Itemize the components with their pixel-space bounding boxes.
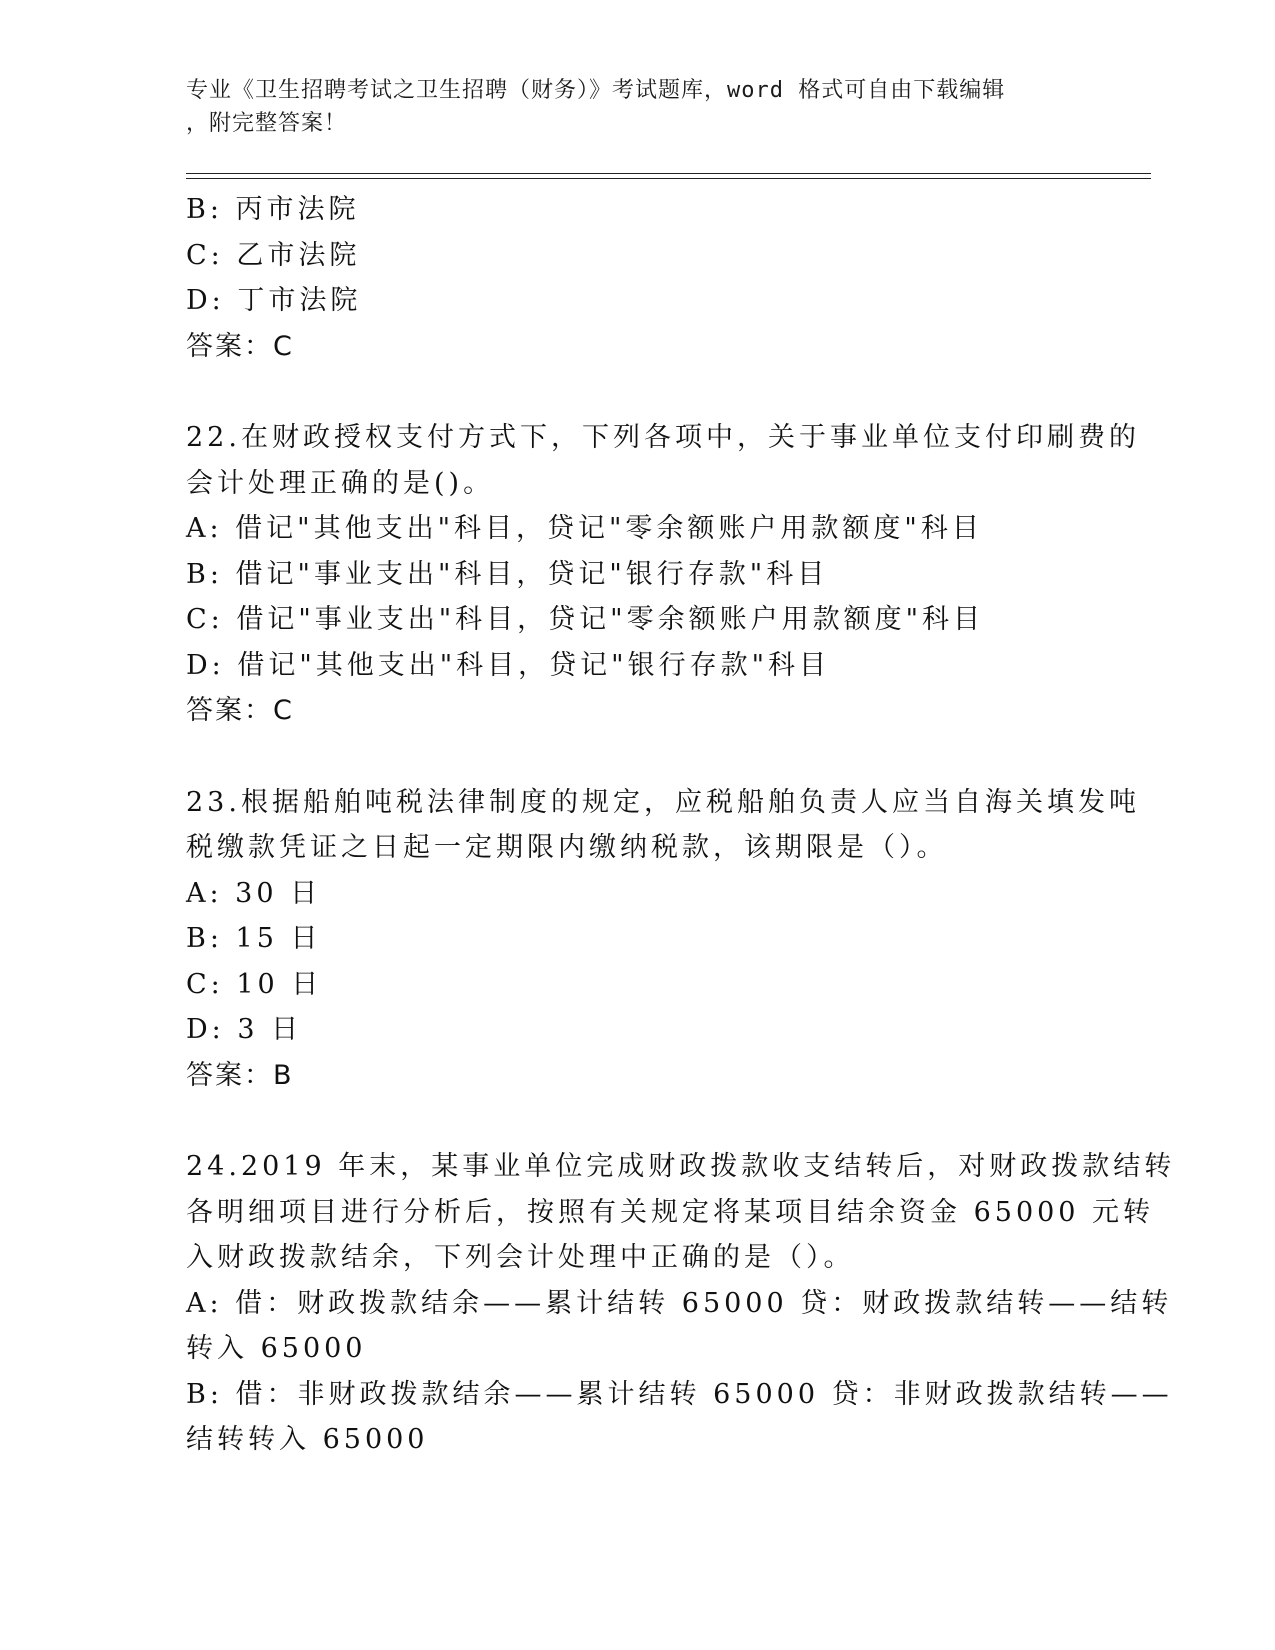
option-d: D: 3 日: [186, 1014, 303, 1045]
option-c: C: 乙市法院: [186, 239, 361, 271]
option-b-continued: 结转转入 65000: [186, 1424, 429, 1455]
question-block-24: [186, 1144, 1176, 1463]
question-list: [186, 187, 1176, 1463]
answer-line: 答案：C: [186, 695, 294, 726]
document-header: [186, 74, 1086, 140]
header-line-2: ，附完整答案！: [186, 111, 348, 136]
option-d: D: 丁市法院: [186, 285, 362, 316]
answer-line: 答案：B: [186, 1059, 294, 1091]
question-block-21: [186, 187, 1086, 369]
option-a-continued: 转入 65000: [186, 1333, 367, 1364]
option-a: A: 借：财政拨款结余——累计结转 65000 贷：财政拨款结转——结转: [186, 1287, 1173, 1319]
option-c: C: 借记"事业支出"科目，贷记"零余额账户用款额度"科目: [186, 604, 985, 635]
option-a: A: 30 日: [186, 877, 322, 909]
question-block-23: [186, 780, 1140, 1099]
question-text: 24.2019 年末，某事业单位完成财政拨款收支结转后，对财政拨款结转: [186, 1151, 1176, 1182]
header-rule-bottom: [186, 178, 1151, 179]
option-b: B: 借：非财政拨款结余——累计结转 65000 贷：非财政拨款结转——: [186, 1378, 1173, 1410]
header-line-1: 专业《卫生招聘考试之卫生招聘（财务）》考试题库，word 格式可自由下载编辑: [186, 78, 1006, 103]
option-d: D: 借记"其他支出"科目，贷记"银行存款"科目: [186, 649, 831, 681]
answer-line: 答案：C: [186, 330, 294, 362]
option-b: B: 借记"事业支出"科目，贷记"银行存款"科目: [186, 558, 829, 590]
option-b: B: 丙市法院: [186, 194, 360, 225]
header-rule-top: [186, 173, 1151, 174]
question-text: 23.根据船舶吨税法律制度的规定，应税船舶负责人应当自海关填发吨: [186, 786, 1140, 818]
option-c: C: 10 日: [186, 968, 323, 1000]
question-text: 入财政拨款结余，下列会计处理中正确的是（）。: [186, 1242, 855, 1273]
option-a: A: 借记"其他支出"科目，贷记"零余额账户用款额度"科目: [186, 513, 983, 544]
question-text: 税缴款凭证之日起一定期限内缴纳税款，该期限是（）。: [186, 832, 948, 863]
question-text: 各明细项目进行分析后，按照有关规定将某项目结余资金 65000 元转: [186, 1196, 1155, 1228]
question-block-22: [186, 415, 1140, 734]
question-text: 22.在财政授权支付方式下，下列各项中，关于事业单位支付印刷费的: [186, 422, 1140, 453]
option-b: B: 15 日: [186, 923, 322, 954]
question-text: 会计处理正确的是()。: [186, 467, 495, 499]
